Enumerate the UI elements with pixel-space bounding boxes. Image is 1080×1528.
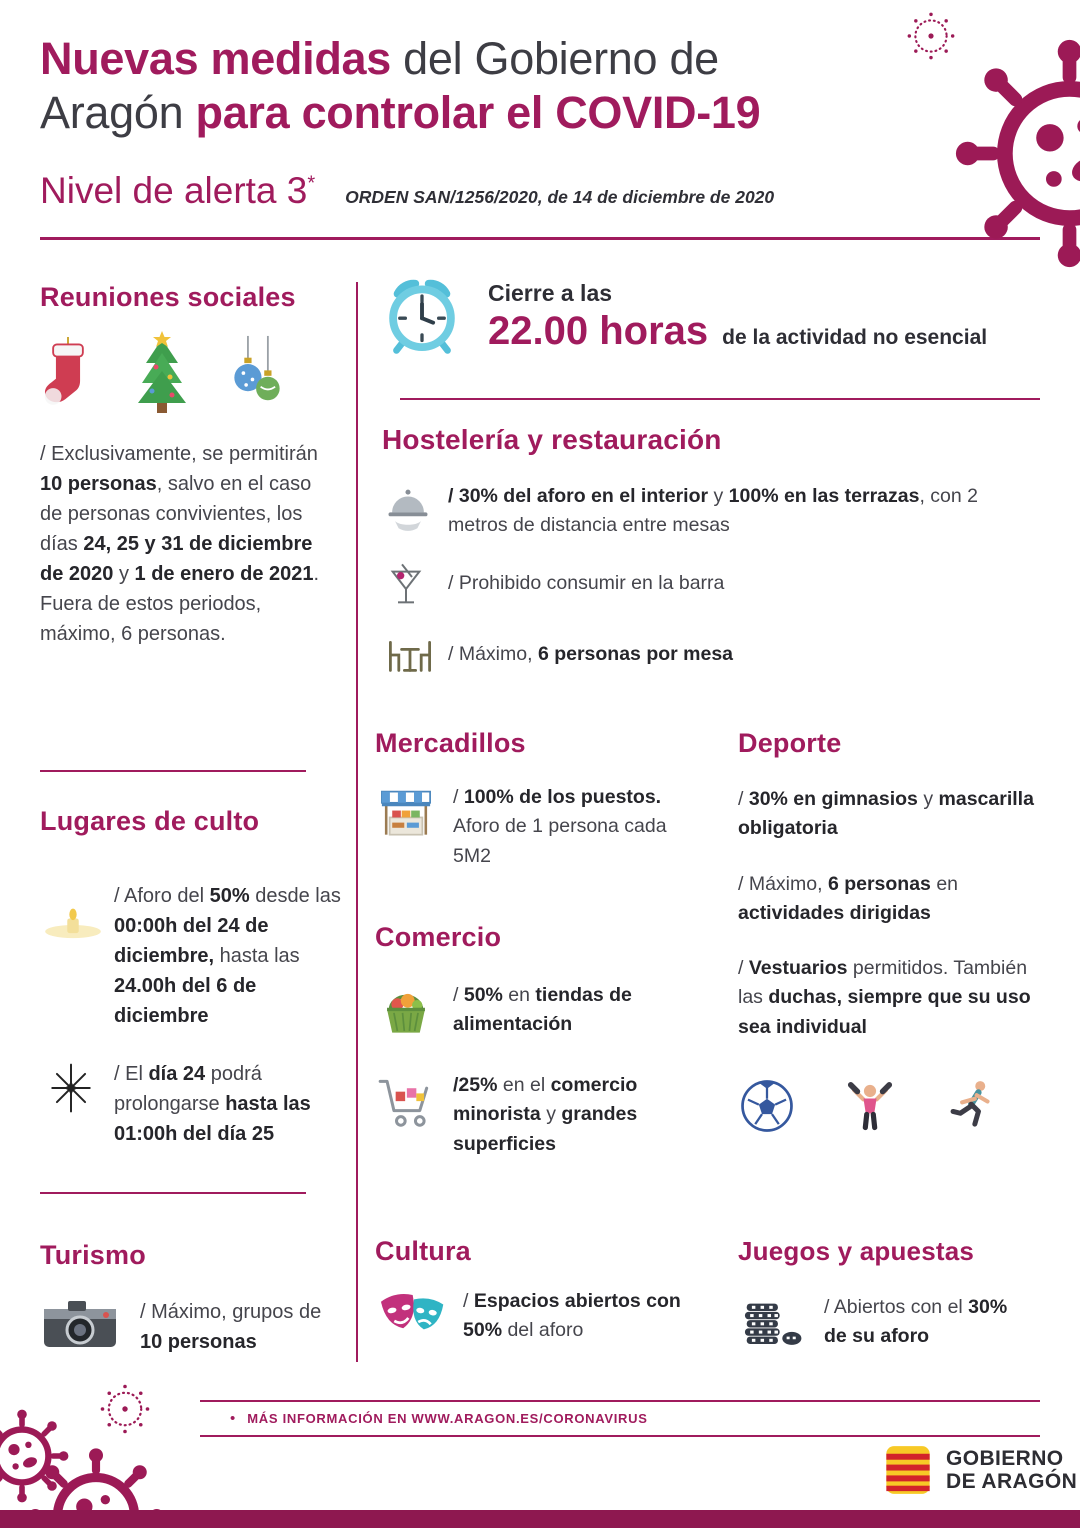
hosteleria-barra-text: / Prohibido consumir en la barra: [448, 571, 725, 594]
comercio-item-alimentacion: [375, 981, 715, 1043]
comercio-item-minorista: [375, 1071, 715, 1159]
comercio-minorista-text: /25% en el comercio minorista y grandes superficies: [453, 1074, 638, 1155]
more-info-band: [200, 1400, 1040, 1437]
section-reuniones-sociales: [40, 282, 335, 649]
christmas-tree-icon: [130, 331, 194, 415]
info-url: WWW.ARAGON.ES/CORONAVIRUS: [411, 1411, 648, 1426]
deporte-gimnasios-text: / 30% en gimnasios y mascarilla obligatoria: [738, 788, 1034, 840]
hosteleria-item-barra: [382, 561, 1044, 614]
section-deporte: [738, 728, 1044, 1136]
market-stall-icon: [375, 783, 437, 845]
star-icon: [40, 1063, 114, 1149]
hosteleria-aforo-text: / 30% del aforo en el interior y 100% en las terrazas, con 2 metros de distancia entre mesas: [448, 485, 979, 537]
gobierno-aragon-logo: [882, 1444, 1077, 1496]
camera-icon: [40, 1297, 120, 1353]
poker-chips-icon: [738, 1293, 804, 1349]
shopping-cart-icon: [375, 1071, 437, 1133]
bottom-bar: [0, 1510, 1080, 1528]
header-divider: [40, 237, 1040, 240]
section-title-cultura: Cultura: [375, 1236, 471, 1266]
theater-masks-icon: [375, 1287, 447, 1345]
closure-prefix: Cierre a las: [488, 280, 613, 306]
section-title-mercadillos: Mercadillos: [375, 728, 526, 758]
section-juegos-apuestas: [738, 1236, 1058, 1352]
alert-level: Nivel de alerta 3*: [40, 170, 316, 211]
culto-item-dia24: [40, 1059, 360, 1149]
turismo-item: [40, 1297, 370, 1357]
title-plain-1: del Gobierno de: [390, 33, 719, 84]
title-plain-2: Aragón: [40, 87, 196, 138]
running-icon: [944, 1077, 1002, 1135]
section-comercio: [375, 922, 715, 1159]
section-mercadillos: [375, 728, 705, 871]
culto-aforo-text: / Aforo del 50% desde las 00:00h del 24 de diciembre, hasta las 24.00h del 6 de diciembre: [114, 885, 341, 1027]
closure-banner: [382, 276, 987, 356]
section-title-reuniones: Reuniones sociales: [40, 282, 296, 312]
deporte-actividades-text: / Máximo, 6 personas en actividades dirigidas: [738, 872, 959, 924]
hosteleria-item-mesa: [382, 634, 1044, 681]
hosteleria-item-aforo: [382, 482, 1044, 541]
aragon-flag-icon: [882, 1444, 934, 1496]
section-lugares-de-culto: [40, 806, 360, 1149]
section-divider: [40, 770, 306, 772]
mercadillos-text: / 100% de los puestos. Aforo de 1 persona cada 5M2: [453, 786, 667, 867]
table-chairs-icon: [382, 634, 448, 681]
bullet-icon: •: [230, 1410, 236, 1427]
order-reference: ORDEN SAN/1256/2020, de 14 de diciembre de 2020: [345, 187, 775, 207]
closure-divider: [400, 398, 1040, 400]
title-accent-1: Nuevas medidas: [40, 33, 391, 84]
closure-suffix: de la actividad no esencial: [722, 326, 988, 349]
logo-text: GOBIERNO DE ARAGÓN: [946, 1446, 1078, 1493]
alarm-clock-icon: [382, 276, 462, 356]
comercio-alimentacion-text: / 50% en tiendas de alimentación: [453, 984, 632, 1036]
section-title-juegos: Juegos y apuestas: [738, 1236, 975, 1266]
cultura-text: / Espacios abiertos con 50% del aforo: [463, 1290, 681, 1342]
closure-time: 22.00 horas: [488, 309, 709, 353]
stocking-icon: [40, 337, 96, 415]
candle-icon: [40, 907, 114, 1031]
deporte-vestuarios-text: / Vestuarios permitidos. También las duchas, siempre que su uso sea individual: [738, 957, 1031, 1038]
section-title-hosteleria: Hostelería y restauración: [382, 424, 722, 455]
section-title-turismo: Turismo: [40, 1240, 146, 1270]
section-title-deporte: Deporte: [738, 728, 842, 758]
juegos-item: [738, 1293, 1058, 1352]
page-title: [40, 32, 760, 140]
juegos-text: / Abiertos con el 30% de su aforo: [824, 1296, 1008, 1348]
section-hosteleria: [382, 424, 1044, 681]
section-cultura: [375, 1236, 715, 1346]
reuniones-text: / Exclusivamente, se permitirán 10 personas, salvo en el caso de personas convivientes, los días 24, 25 y 31 de diciembre de 2020 y 1 de enero de 2021. Fuera de estos periodos, máximo, 6 personas.: [40, 443, 320, 645]
christmas-icons-row: [40, 331, 335, 415]
alert-row: [40, 170, 774, 212]
section-title-culto: Lugares de culto: [40, 806, 260, 836]
hosteleria-mesa-text: / Máximo, 6 personas por mesa: [448, 642, 734, 665]
turismo-text: / Máximo, grupos de 10 personas: [140, 1301, 322, 1353]
sport-icons-row: [738, 1076, 1044, 1136]
alert-asterisk: *: [307, 172, 316, 195]
virus-icon: [905, 10, 957, 62]
more-info-text: MÁS INFORMACIÓN EN WWW.ARAGON.ES/CORONAVIRUS: [247, 1411, 648, 1426]
section-turismo: [40, 1240, 370, 1357]
closure-text: [488, 276, 987, 356]
culto-dia24-text: / El día 24 podrá prolongarse hasta las 01:00h del día 25: [114, 1063, 311, 1145]
cultura-item: [375, 1287, 715, 1346]
section-title-comercio: Comercio: [375, 922, 502, 952]
culto-item-aforo: [40, 881, 360, 1031]
virus-icon: [98, 1382, 152, 1436]
cloche-icon: [382, 482, 448, 541]
section-divider: [40, 1192, 306, 1194]
soccer-ball-icon: [738, 1077, 796, 1135]
grocery-basket-icon: [375, 981, 437, 1043]
title-accent-2: para controlar el COVID-19: [195, 87, 761, 138]
mercadillos-item: [375, 783, 705, 871]
virus-icon: [952, 36, 1080, 271]
weightlifting-icon: [840, 1076, 900, 1136]
cocktail-icon: [382, 561, 448, 614]
baubles-icon: [228, 333, 286, 415]
